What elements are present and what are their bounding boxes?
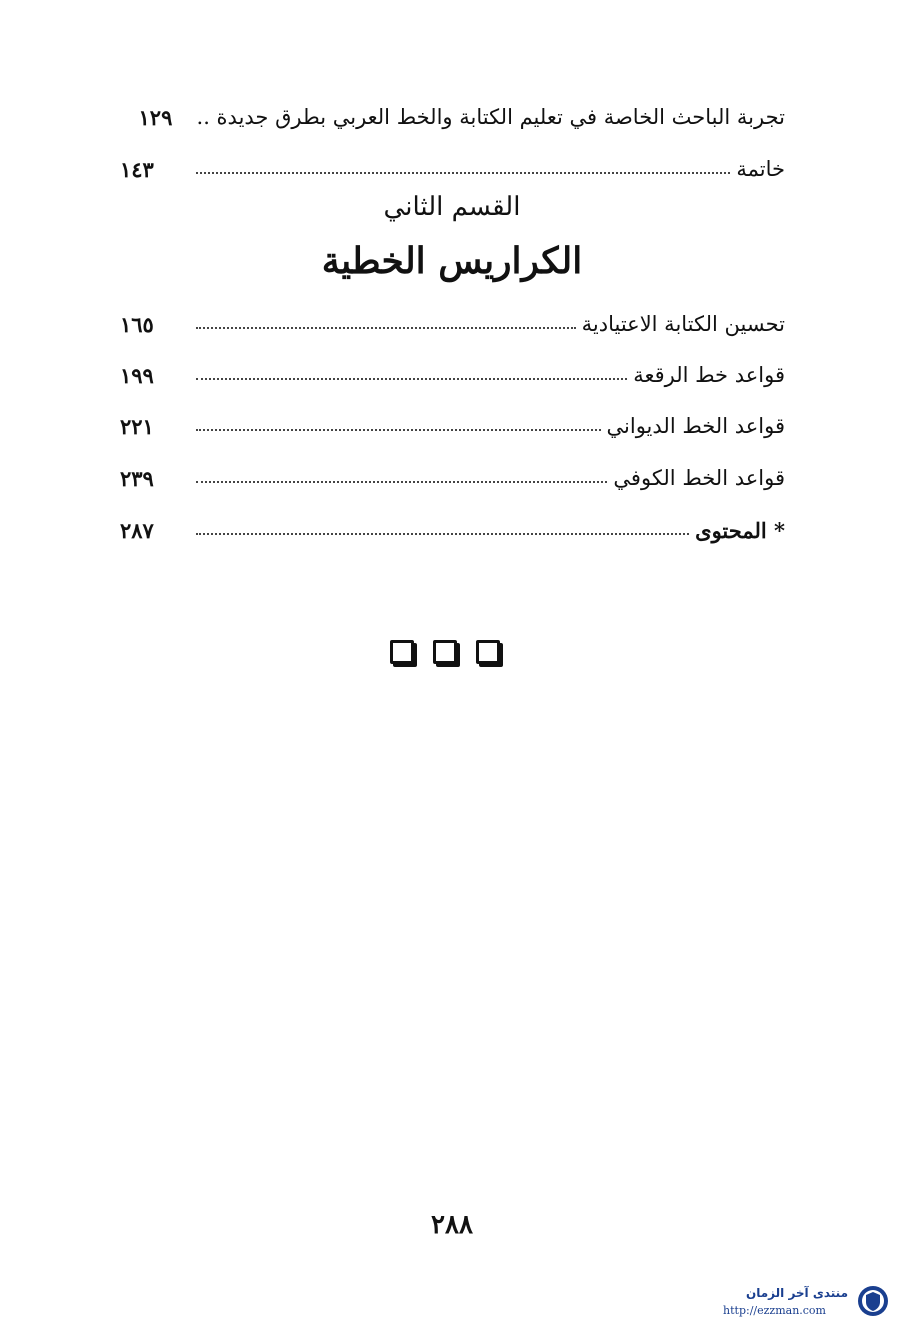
- toc-entry-page: ١٤٣: [120, 157, 154, 182]
- dot-leader: [196, 481, 607, 483]
- dot-leader: [196, 533, 689, 535]
- section-subheading: الكراريس الخطية: [321, 240, 583, 282]
- square-ornament-icon: [476, 640, 500, 664]
- toc-entry-page: ١٩٩: [120, 363, 154, 388]
- forum-watermark: [696, 1282, 896, 1322]
- toc-entry: [120, 140, 785, 180]
- toc-entry-title: قواعد الخط الديواني: [606, 414, 785, 438]
- dot-leader: [196, 429, 601, 431]
- toc-entry-title: قواعد الخط الكوفي: [613, 466, 785, 490]
- section-end-ornament: [390, 640, 500, 670]
- square-ornament-icon: [390, 640, 414, 664]
- toc-entry: [120, 501, 785, 541]
- section-heading: القسم الثاني: [383, 192, 521, 222]
- toc-entry-page: ١٢٩: [138, 105, 173, 130]
- toc-entry-title: تجربة الباحث الخاصة في تعليم الكتابة والخط العربي بطرق جديدة ..: [196, 105, 785, 129]
- toc-entry-title: خاتمة: [736, 157, 785, 181]
- toc-entry-page: ٢٢١: [120, 414, 154, 439]
- toc-entry-page: ٢٣٩: [120, 466, 154, 491]
- shield-logo-icon: [856, 1284, 890, 1318]
- toc-entry-page: ٢٨٧: [120, 518, 154, 543]
- toc-entry: [120, 346, 785, 386]
- toc-entry-page: ١٦٥: [120, 312, 154, 337]
- toc-entry: [120, 295, 785, 335]
- watermark-url: http://ezzman.com: [723, 1304, 826, 1317]
- toc-entry-title: تحسين الكتابة الاعتيادية: [581, 312, 785, 336]
- dot-leader: [196, 327, 576, 329]
- page-number: ٢٨٨: [431, 1210, 473, 1240]
- dot-leader: [196, 172, 730, 174]
- toc-entry: [120, 88, 785, 128]
- toc-entry: [120, 449, 785, 489]
- toc-entry: [120, 397, 785, 437]
- dot-leader: [196, 378, 627, 380]
- toc-entry-title: * المحتوى: [695, 518, 785, 543]
- square-ornament-icon: [433, 640, 457, 664]
- watermark-name: منتدى آخر الزمان: [746, 1286, 848, 1300]
- toc-entry-title: قواعد خط الرقعة: [633, 363, 785, 387]
